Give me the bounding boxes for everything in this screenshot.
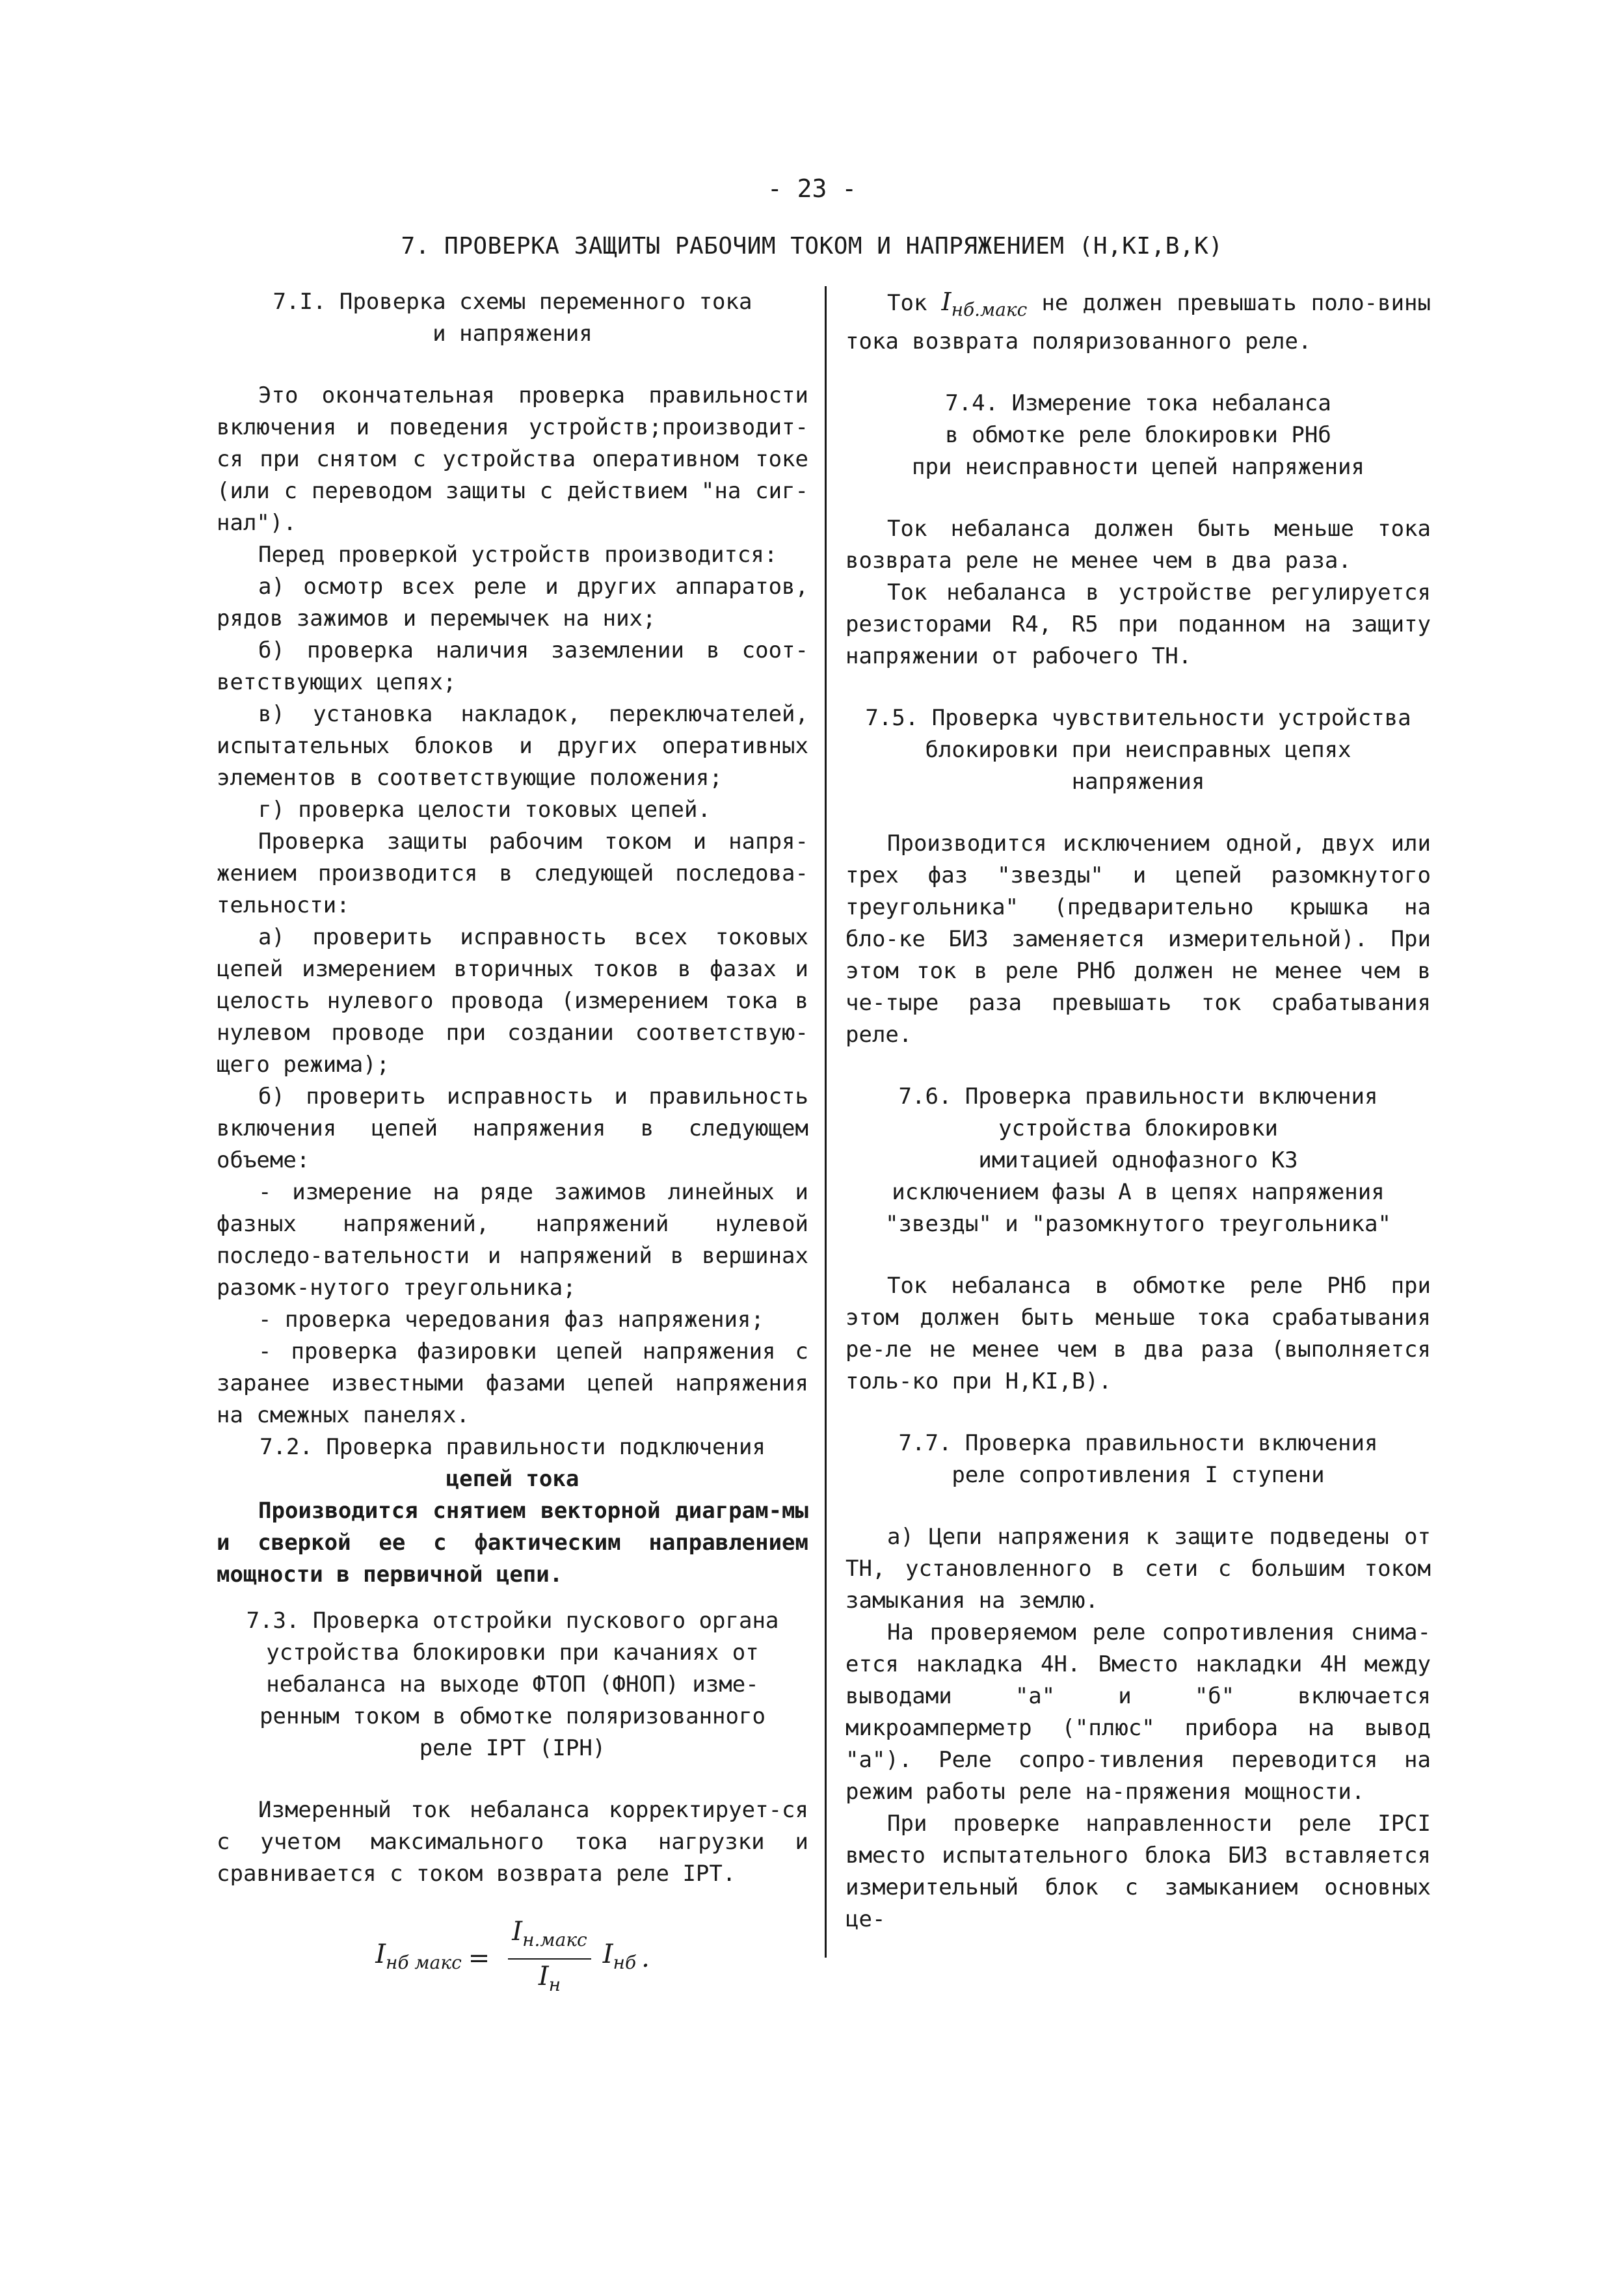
section-title: 7. ПРОВЕРКА ЗАЩИТЫ РАБОЧИМ ТОКОМ И НАПРЯЖЕНИЕМ (Н,KI,В,К) [401, 233, 1223, 259]
s75-heading-line2: блокировки при неисправных цепях [925, 736, 1351, 763]
s74-p1: Ток небаланса должен быть меньше тока возврата реле не менее чем в два раза. [845, 515, 1431, 574]
s71-item-v: в) установка накладок, переключателей, испытательных блоков и других оперативных элементов в соответствующие положения; [217, 701, 808, 791]
s73-text: Измеренный ток небаланса корректирует-ся с учетом максимального тока нагрузки и сравнивается с током возврата реле IPT. [217, 1797, 808, 1887]
formula-equals: = [468, 1943, 490, 1973]
s71-intro: Это окончательная проверка правильности включения и поведения устройств;производит-ся при снятом с устройства оперативном токе (или с переводом защиты с действием "на сиг-нал"). [217, 382, 808, 536]
s71-dash-1: - измерение на ряде зажимов линейных и фазных напряжений, напряжений нулевой последо-вательности и напряжений в вершинах разомк-нутого треугольника; [217, 1179, 808, 1301]
s76-heading-line1: 7.6. Проверка правильности включения [898, 1083, 1378, 1110]
s76-heading-line3: имитацией однофазного КЗ [978, 1147, 1298, 1173]
s72-heading-line2: цепей тока [446, 1466, 579, 1492]
formula-lhs: $I_{нб макс}$ [375, 1939, 462, 1973]
s76-heading-line5: "звезды" и "разомкнутого треугольника" [885, 1210, 1391, 1237]
s74-p2: Ток небаланса в устройстве регулируется резисторами R4, R5 при поданном на защиту напряжении от рабочего ТН. [845, 579, 1431, 669]
formula-fraction [508, 1916, 591, 2001]
s71-before: Перед проверкой устройств производится: [258, 542, 778, 568]
s74-heading-line1: 7.4. Измерение тока небаланса [945, 390, 1331, 416]
s77-item-a: а) Цепи напряжения к защите подведены от ТН, установленного в сети с большим током замыкания на землю. [845, 1523, 1431, 1614]
s77-heading-line2: реле сопротивления I ступени [952, 1461, 1325, 1488]
s72-text: Производится снятием векторной диаграм-мы и сверкой ее с фактическим направлением мощности в первичной цепи. [217, 1498, 808, 1588]
s76-heading-line4: исключением фазы А в цепях напряжения [892, 1178, 1385, 1205]
s77-p2: На проверяемом реле сопротивления снима-ется накладка 4Н. Вместо накладки 4Н между выводами "а" и "б" включается микроамперметр ("плюс" прибора на вывод "а"). Реле сопро-тивления переводится на режим работы реле на-пряжения мощности. [845, 1619, 1431, 1805]
s76-heading-line2: устройства блокировки [998, 1115, 1278, 1141]
s73-heading-line1: 7.3. Проверка отстройки пускового органа [246, 1608, 779, 1634]
s71-item-g: г) проверка целости токовых цепей. [258, 797, 711, 823]
s75-text: Производится исключением одной, двух или трех фаз "звезды" и цепей разомкнутого треугольника" (предварительно крышка на бло-ке БИЗ заменяется измерительной). При этом ток в реле РНб должен не менее чем в че-тыре раза превышать ток срабатывания реле. [845, 830, 1431, 1048]
s71-heading-line2: и напряжения [433, 321, 592, 347]
formula-denominator: $I_н$ [538, 1962, 561, 1995]
formula-end: . [641, 1943, 650, 1973]
s71-dash-3: - проверка фазировки цепей напряжения с заранее известными фазами цепей напряжения на смежных панелях. [217, 1338, 808, 1428]
page-number: - 23 - [767, 174, 857, 203]
s72-heading-line1: 7.2. Проверка правильности подключения [260, 1434, 765, 1460]
s71-seq-b: б) проверить исправность и правильность включения цепей напряжения в следующем объеме: [217, 1084, 808, 1173]
s76-text: Ток небаланса в обмотке реле РНб при этом должен быть меньше тока срабатывания ре-ле не менее чем в два раза (выполняется толь-ко при Н,KI,В). [845, 1272, 1431, 1394]
s71-heading-line1: 7.I. Проверка схемы переменного тока [273, 289, 752, 315]
right-column [845, 286, 1431, 1935]
s77-heading-line1: 7.7. Проверка правильности включения [898, 1430, 1378, 1456]
formula-rhs: $I_{нб}$ [602, 1939, 637, 1973]
column-divider [825, 286, 827, 1958]
s73-heading-line5: реле IPT (IPH) [419, 1735, 606, 1761]
s73-heading-line4: ренным током в обмотке поляризованного [260, 1703, 765, 1729]
s74-heading-line3: при неисправности цепей напряжения [912, 453, 1364, 480]
s71-item-a: а) осмотр всех реле и других аппаратов, рядов зажимов и перемычек на них; [217, 574, 808, 632]
s73-heading-line2: устройства блокировки при качаниях от [266, 1640, 759, 1666]
s71-sequence: Проверка защиты рабочим током и напря-жением производится в следующей последова-тельности: [217, 829, 808, 918]
left-column [217, 286, 808, 2001]
top-paragraph: Ток $I_{нб.макс}$ не должен превышать поло-вины тока возврата поляризованного реле. [845, 287, 1431, 354]
s74-heading-line2: в обмотке реле блокировки РНб [945, 421, 1331, 448]
s71-dash-2: - проверка чередования фаз напряжения; [258, 1307, 764, 1333]
s71-item-b: б) проверка наличия заземлении в соот-ветствующих цепях; [217, 637, 808, 695]
unbalance-formula [217, 1916, 808, 2001]
s71-seq-a: а) проверить исправность всех токовых цепей измерением вторичных токов в фазах и целость нулевого провода (измерением тока в нулевом проводе при создании соответствую-щего режима); [217, 924, 808, 1078]
s73-heading-line3: небаланса на выходе ФТОП (ФНОП) изме- [266, 1671, 759, 1697]
s77-p3: При проверке направленности реле IPCI вместо испытательного блока БИЗ вставляется измерительный блок с замыканием основных це- [845, 1810, 1431, 1932]
s75-heading-line3: напряжения [1071, 768, 1205, 795]
s75-heading-line1: 7.5. Проверка чувствительности устройства [865, 704, 1411, 731]
formula-numerator: $I_{н.макс}$ [508, 1916, 591, 1960]
